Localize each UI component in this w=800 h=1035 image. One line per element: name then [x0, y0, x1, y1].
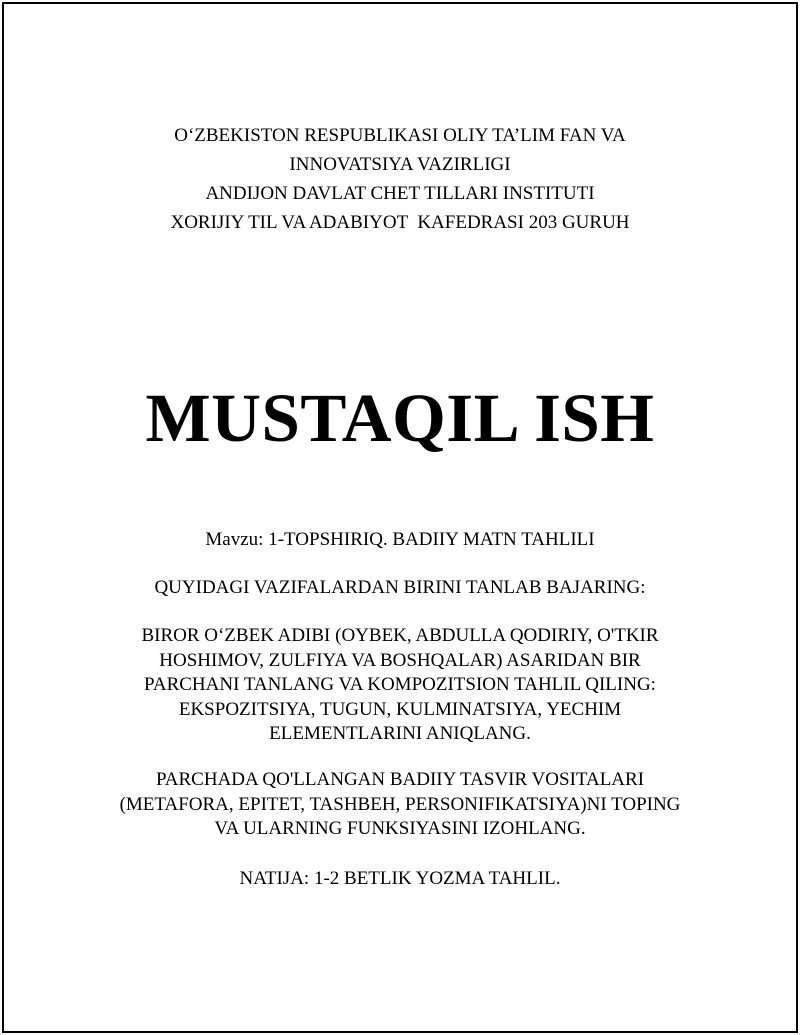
header-line-department: XORIJIY TIL VA ADABIYOT KAFEDRASI 203 GURUH [170, 212, 630, 233]
task-2-paragraph [0, 768, 800, 842]
document-title: MUSTAQIL ISH [145, 380, 655, 456]
institution-header [0, 121, 800, 237]
header-line-ministry-2: INNOVATSIYA VAZIRLIGI [289, 154, 511, 175]
header-line-institute: ANDIJON DAVLAT CHET TILLARI INSTITUTI [205, 183, 595, 204]
task-1-paragraph [0, 624, 800, 747]
topic-line: Mavzu: 1-TOPSHIRIQ. BADIIY MATN TAHLILI [205, 529, 595, 550]
task-2-line: PARCHADA QO'LLANGAN BADIIY TASVIR VOSITALARI [155, 769, 645, 790]
task-1-line: BIROR O‘ZBEK ADIBI (OYBEK, ABDULLA QODIRIY, O'TKIR [141, 625, 659, 646]
task-1-line: HOSHIMOV, ZULFIYA VA BOSHQALAR) ASARIDAN BIR [159, 649, 641, 671]
task-1-line: PARCHANI TANLANG VA KOMPOZITSION TAHLIL QILING: [144, 674, 656, 695]
task-2-line: VA ULARNING FUNKSIYASINI IZOHLANG. [214, 818, 586, 839]
instruction-line: QUYIDAGI VAZIFALARDAN BIRINI TANLAB BAJARING: [154, 577, 646, 598]
task-1-line: EKSPOZITSIYA, TUGUN, KULMINATSIYA, YECHIM [178, 698, 622, 720]
result-line: NATIJA: 1-2 BETLIK YOZMA TAHLIL. [239, 868, 561, 889]
task-1-line: ELEMENTLARINI ANIQLANG. [269, 723, 531, 744]
task-2-line: (METAFORA, EPITET, TASHBEH, PERSONIFIKATSIYA)NI TOPING [119, 793, 681, 815]
header-line-ministry-1: O‘ZBEKISTON RESPUBLIKASI OLIY TA’LIM FAN VA [174, 125, 626, 146]
